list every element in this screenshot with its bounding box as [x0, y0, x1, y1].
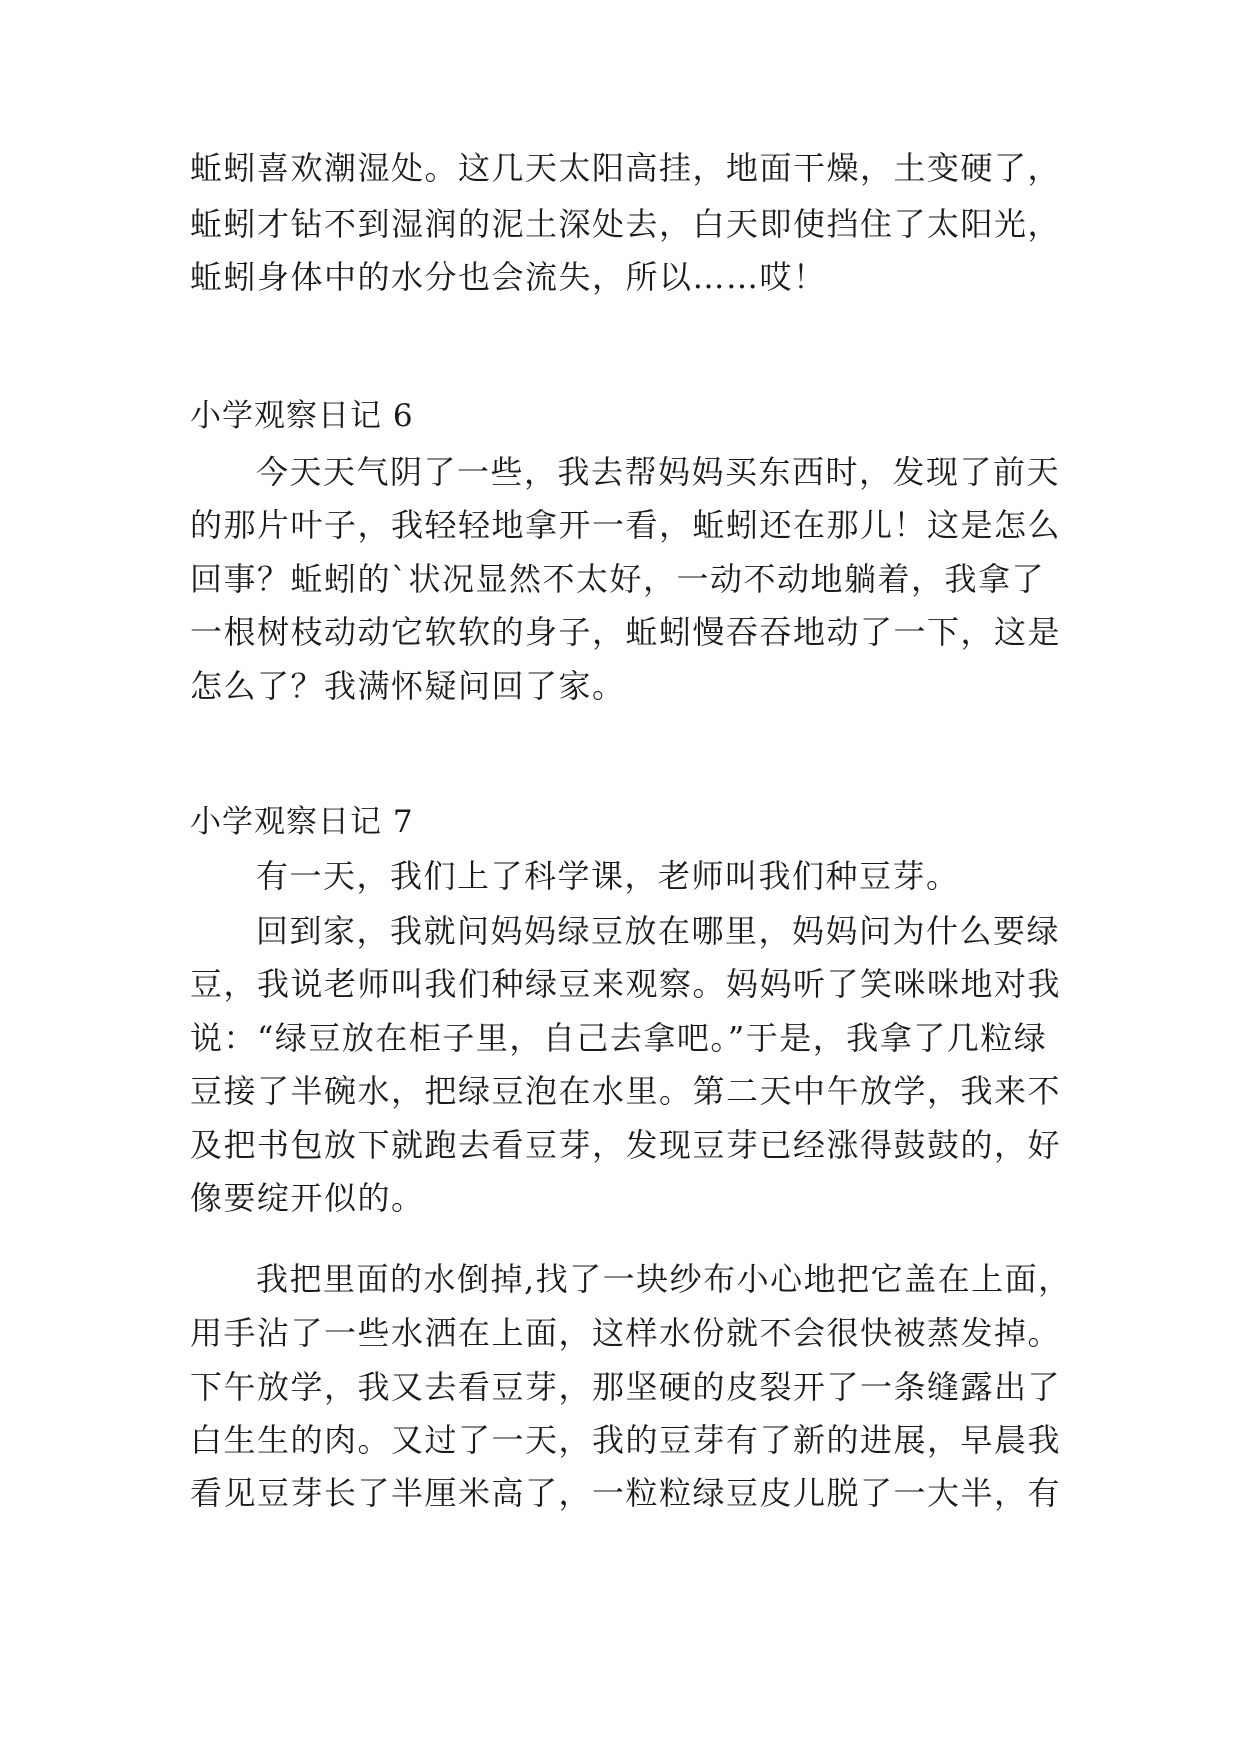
paragraph-line: 豆接了半碗水，把绿豆泡在水里。第二天中午放学，我来不 [190, 1072, 1062, 1110]
paragraph-line: 像要绽开似的。 [190, 1179, 425, 1217]
paragraph-line: 白生生的肉。又过了一天，我的豆芽有了新的进展，早晨我 [190, 1421, 1062, 1459]
paragraph-line: 蚯蚓喜欢潮湿处。这几天太阳高挂，地面干燥，土变硬了， [190, 149, 1062, 187]
paragraph-line: 及把书包放下就跑去看豆芽，发现豆芽已经涨得鼓鼓的，好 [190, 1126, 1062, 1164]
section-heading: 小学观察日记 7 [190, 804, 414, 840]
paragraph-line: 蚯蚓身体中的水分也会流失，所以……哎！ [190, 258, 827, 296]
paragraph-line: 今天天气阴了一些，我去帮妈妈买东西时，发现了前天 [256, 453, 1061, 491]
paragraph-line: 有一天，我们上了科学课，老师叫我们种豆芽。 [256, 857, 960, 895]
paragraph-line: 下午放学，我又去看豆芽，那坚硬的皮裂开了一条缝露出了 [190, 1368, 1062, 1406]
paragraph-line: 看见豆芽长了半厘米高了，一粒粒绿豆皮儿脱了一大半，有 [190, 1474, 1062, 1512]
paragraph-line: 怎么了？我满怀疑问回了家。 [190, 667, 626, 705]
paragraph-line: 豆，我说老师叫我们种绿豆来观察。妈妈听了笑咪咪地对我 [190, 965, 1062, 1003]
paragraph-line: 说：“绿豆放在柜子里，自己去拿吧。”于是，我拿了几粒绿 [190, 1019, 1048, 1057]
paragraph-line: 我把里面的水倒掉,找了一块纱布小心地把它盖在上面， [256, 1260, 1072, 1298]
paragraph-line: 一根树枝动动它软软的身子，蚯蚓慢吞吞地动了一下，这是 [190, 613, 1062, 651]
paragraph-line: 回事？蚯蚓的`状况显然不太好，一动不动地躺着，我拿了 [190, 560, 1046, 598]
section-heading: 小学观察日记 6 [190, 398, 414, 434]
paragraph-line: 用手沾了一些水洒在上面，这样水份就不会很快被蒸发掉。 [190, 1314, 1062, 1352]
paragraph-line: 回到家，我就问妈妈绿豆放在哪里，妈妈问为什么要绿 [256, 912, 1061, 950]
paragraph-line: 的那片叶子，我轻轻地拿开一看，蚯蚓还在那儿！这是怎么 [190, 506, 1062, 544]
paragraph-line: 蚯蚓才钻不到湿润的泥土深处去，白天即使挡住了太阳光， [190, 205, 1062, 243]
